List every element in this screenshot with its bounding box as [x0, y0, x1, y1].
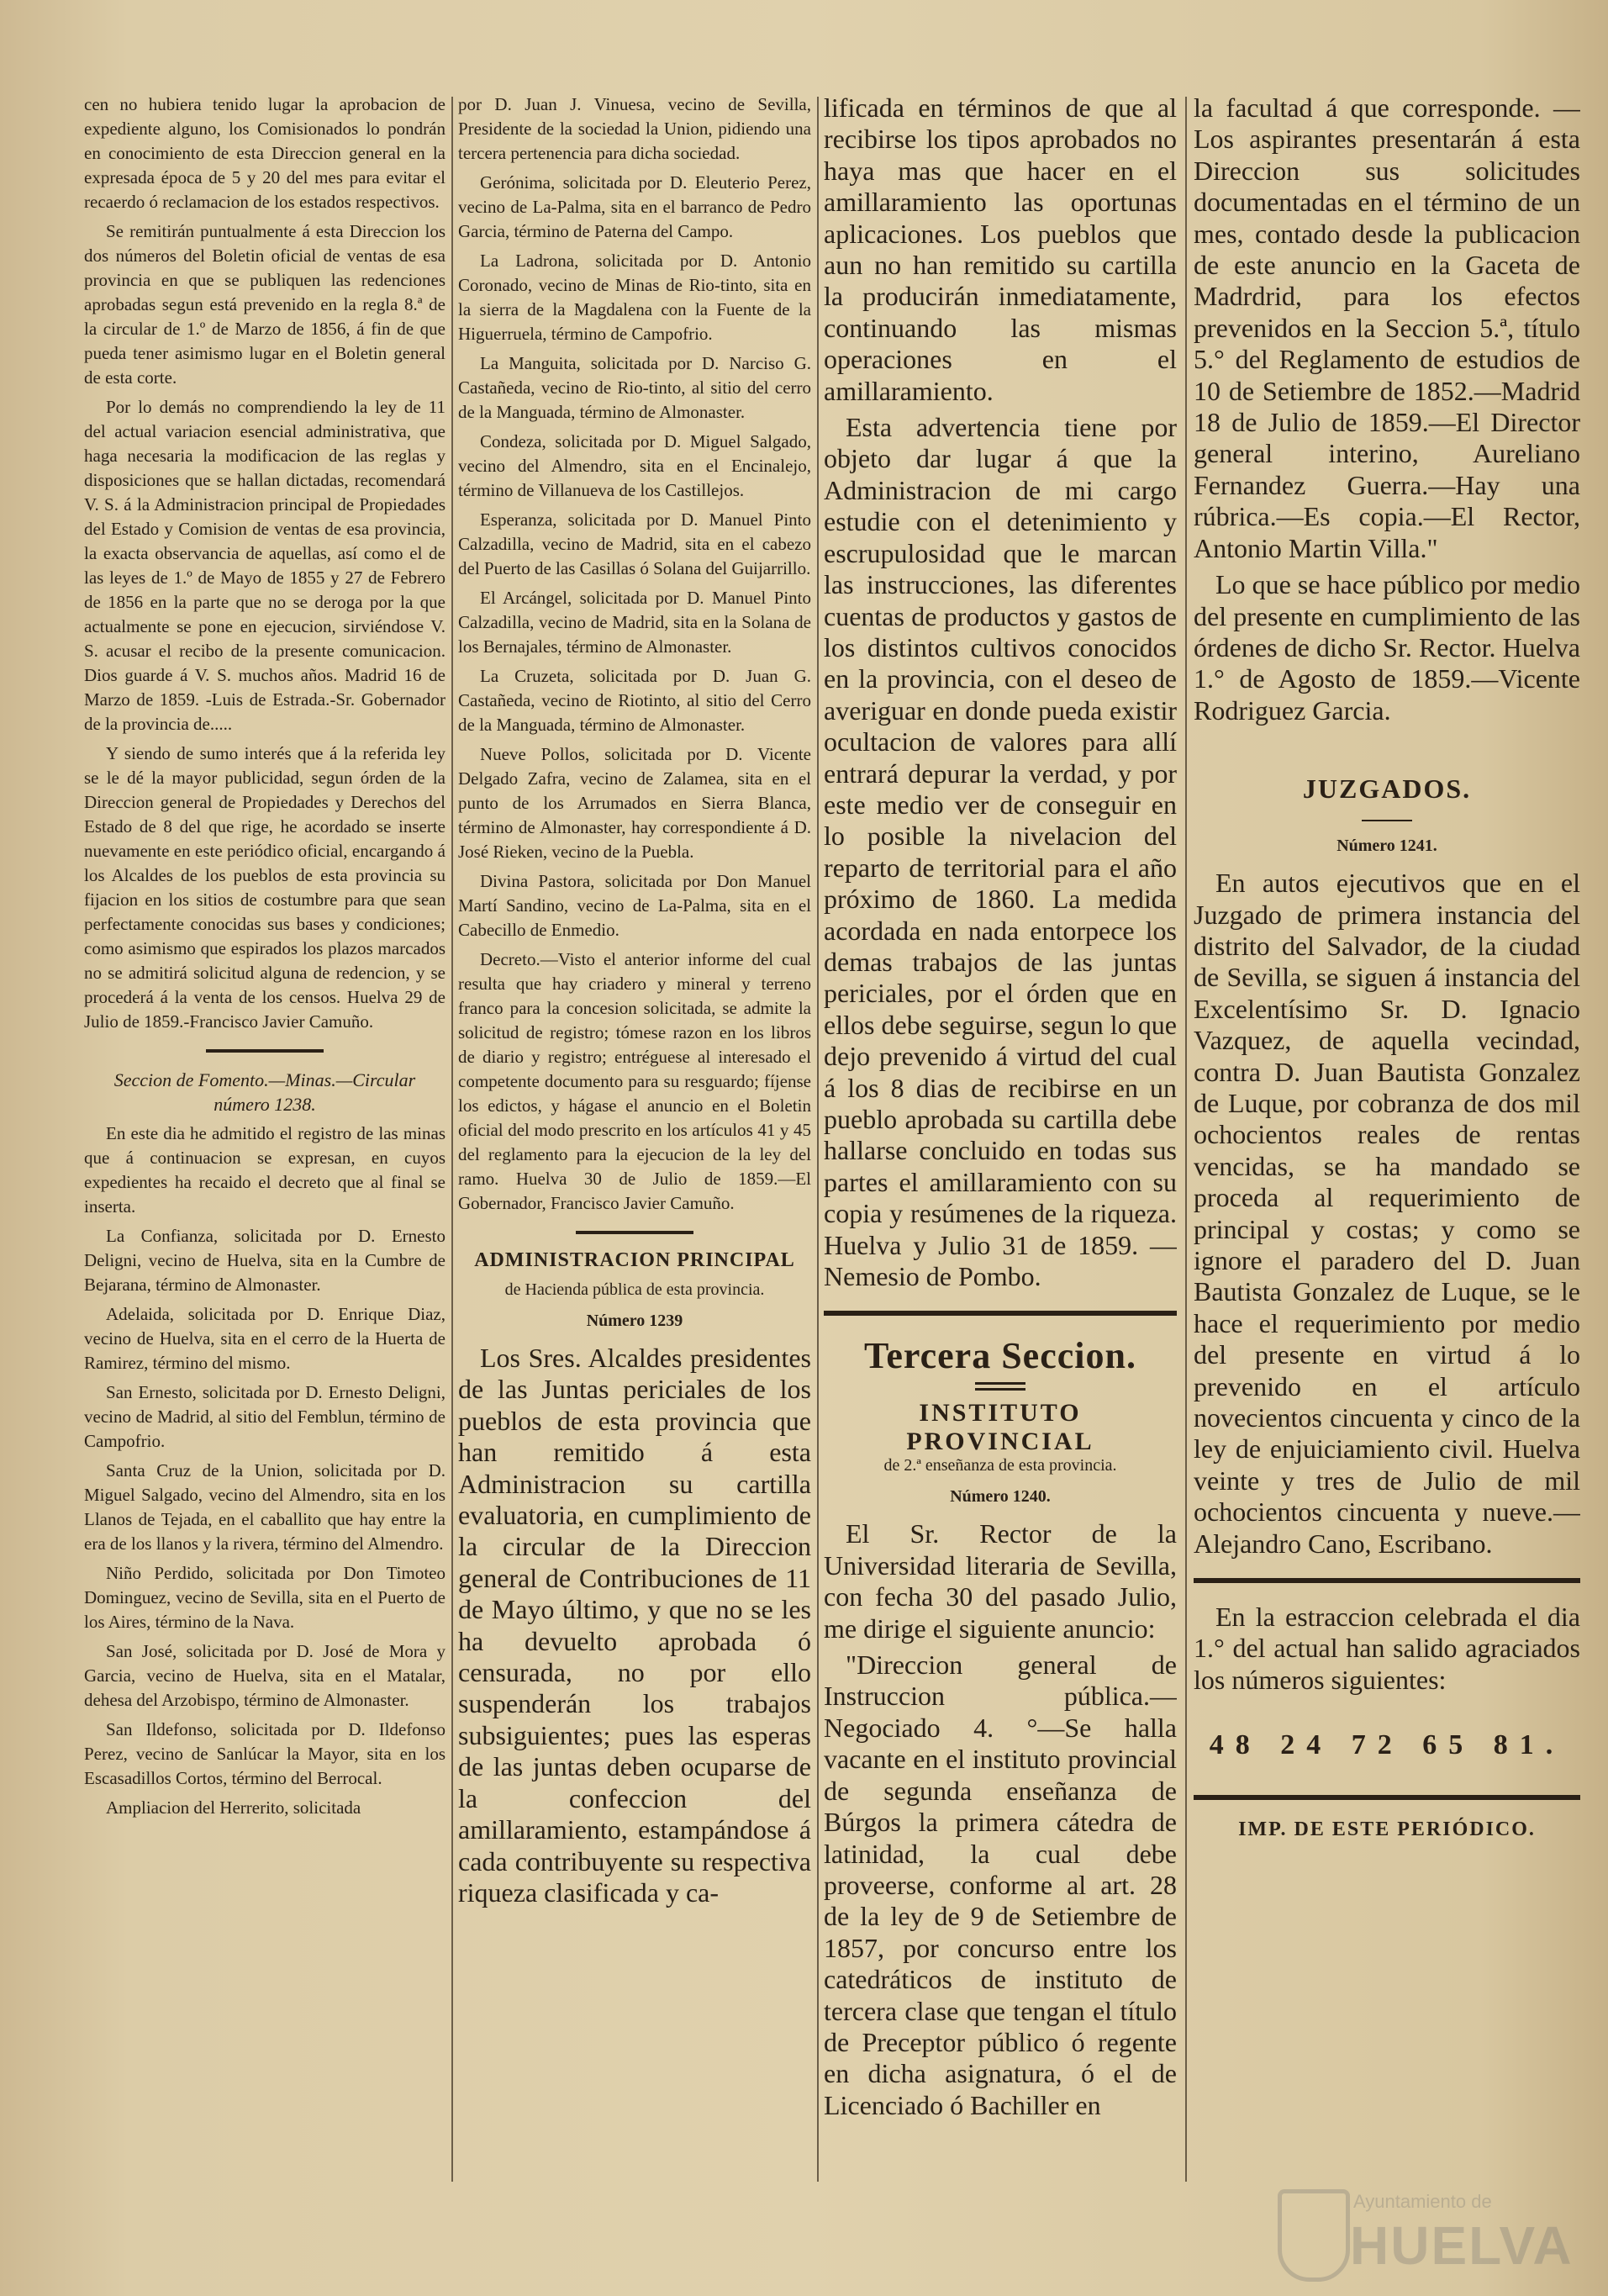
separator [975, 1382, 1025, 1391]
mine-entry: Condeza, solicitada por D. Miguel Salgado, vecino del Almendro, sita en el Encinalejo, término de Villanueva de los Castillejos. [458, 431, 811, 500]
column-3 [824, 92, 1177, 2126]
paragraph: En este dia he admitido el registro de las minas que á continuacion se expresan, en cuyos expedientes ha recaido el decreto que al final se inserta. [84, 1123, 445, 1217]
mine-entry: Ampliacion del Herrerito, solicitada [106, 1797, 361, 1818]
admin-subheader: de Hacienda pública de esta provincia. [504, 1280, 765, 1299]
paragraph: Los Sres. Alcaldes presidentes de las Juntas periciales de los pueblos de esta provincia que han remitido á esta Administracion su cartilla evaluatoria, en cumplimiento de la circular de la Direccion general de Contribuciones de 11 de Mayo último, y que no se les ha devuelto aprobada ó censurada, no por ello suspenderán los trabajos subsiguientes; pues las esperas de las juntas deben ocuparse de la confeccion del amillaramiento, estampándose á cada contribuyente su respectiva riqueza clasificada y ca- [458, 1343, 811, 1908]
section-header: Seccion de Fomento.—Minas.—Circular número 1238. [113, 1069, 416, 1115]
mine-entry: por D. Juan J. Vinuesa, vecino de Sevilla, Presidente de la sociedad la Union, pidiendo una tercera pertenencia para dicha sociedad. [458, 94, 811, 163]
notice-number: Número 1239 [586, 1312, 683, 1330]
paragraph: Y siendo de sumo interés que á la referida ley se le dé la mayor publicidad, segun órden de la Direccion general de Propiedades y Derechos del Estado de 8 del que rige, he acordado se inserte nuevamente en este periódico oficial, encargando á los Alcaldes de los pueblos de esta provincia su fijacion en los sitios de costumbre para que sean perfectamente conocidas sus bases y condiciones; como asimismo que espirados los plazos marcados no se admitirá solicitud alguna de redencion, y se procederá á la venta de los censos. Huelva 29 de Julio de 1859.-Francisco Javier Camuño. [84, 743, 445, 1032]
separator [1194, 1795, 1580, 1800]
institute-subheader: de 2.ª enseñanza de esta provincia. [883, 1456, 1117, 1475]
separator [576, 1231, 693, 1234]
separator [824, 1311, 1177, 1316]
mine-entry: Esperanza, solicitada por D. Manuel Pinto Calzadilla, vecino de Madrid, sita en el cabezo del Puerto de las Casillas ó Solana del Guijarrillo. [458, 509, 811, 578]
notice-number: Número 1241. [1336, 837, 1437, 856]
mine-entry: Nueve Pollos, solicitada por D. Vicente Delgado Zafra, vecino de Zalamea, sita en el punto de los Arrumados en Sierra Blanca, término de Almonaster, hay correspondiente á D. José Rieken, vecino de la Puebla. [458, 744, 811, 862]
mine-entry: San Ildefonso, solicitada por D. Ildefonso Perez, vecino de Sanlúcar la Mayor, sita en los Escasadillos Cortos, término del Berrocal. [84, 1719, 445, 1788]
mine-entry: Divina Pastora, solicitada por Don Manuel Martí Sandino, vecino de La-Palma, sita en el Cabecillo de Enmedio. [458, 871, 811, 940]
column-1 [84, 92, 445, 1825]
juzgados-title: JUZGADOS. [1302, 773, 1472, 805]
watermark-line2: HUELVA [1350, 2215, 1574, 2276]
mine-entry: La Manguita, solicitada por D. Narciso G. Castañeda, vecino de Rio-tinto, al sitio del cerro de la Manguada, término de Almonaster. [458, 353, 811, 422]
paragraph: la facultad á que corresponde. —Los aspirantes presentarán á esta Direccion sus solicitudes documentadas en el término de un mes, contado desde la publicacion de este anuncio en la Gaceta de Madrdrid, para los efectos prevenidos en la Seccion 5.ª, título 5.° del Reglamento de estudios de 10 de Setiembre de 1852.—Madrid 18 de Julio de 1859.—El Director general interino, Aureliano Fernandez Guerra.—Hay una rúbrica.—Es copia.—El Rector, Antonio Martin Villa." [1194, 92, 1580, 563]
mine-entry: Santa Cruz de la Union, solicitada por D. Miguel Salgado, vecino del Almendro, sita en los Llanos de Tejada, en el caballito que hay entre la era de los llanos y la rivera, término del Almendro. [84, 1460, 445, 1554]
mine-entry: La Confianza, solicitada por D. Ernesto Deligni, vecino de Huelva, sita en la Cumbre de Bejarana, término de Almonaster. [84, 1226, 445, 1295]
decree: Decreto.—Visto el anterior informe del cual resulta que hay criadero y mineral y terreno franco para la concesion solicitada, se admite la solicitud de registro; tómese razon en los libros de diario y registro; entréguese al interesado el competente documento para su resguardo; fíjense los edictos, y hágase el anuncio en el Boletin oficial del modo prescrito en los artículos 41 y 45 del reglamento para la ejecucion de la ley del ramo. Huelva 30 de Julio de 1859.—El Gobernador, Francisco Javier Camuño. [458, 949, 811, 1213]
separator [1362, 820, 1412, 821]
mine-entry: Adelaida, solicitada por D. Enrique Diaz, vecino de Huelva, sita en el cerro de la Huerta de Ramirez, término del mismo. [84, 1304, 445, 1373]
watermark-logo [1261, 2186, 1574, 2278]
paragraph: Se remitirán puntualmente á esta Direccion los dos números del Boletin oficial de ventas de esa provincia en que se publiquen las redenciones aprobadas segun está prevenido en la regla 8.ª de la circular de 1.º de Marzo de 1856, á fin de que pueda tener asimismo lugar en el Boletin general de esta corte. [84, 221, 445, 388]
institute-header: INSTITUTO PROVINCIAL [906, 1399, 1094, 1456]
column-rule [1185, 97, 1187, 2182]
paragraph: En la estraccion celebrada el dia 1.° del actual han salido agraciados los números siguientes: [1194, 1602, 1580, 1695]
lottery-numbers: 48 24 72 65 81. [1209, 1729, 1565, 1761]
paragraph: Por lo demás no comprendiendo la ley de 11 del actual variacion esencial administrativa, que haga necesaria la modificacion de las reglas y disposiciones que se hallan dictadas, recomendará V. S. á la Administracion principal de Propiedades del Estado y Comision de ventas de esa provincia, la exacta observancia de aquellas, así como el de las leyes de 1.º de Mayo de 1855 y 27 de Febrero de 1856 en la parte que no se deroga por la que actualmente se pone en ejecucion, sirviéndose V. S. acusar el recibo de la presente comunicacion. Dios guarde á V. S. muchos años. Madrid 16 de Marzo de 1859. -Luis de Estrada.-Sr. Gobernador de la provincia de..... [84, 397, 445, 734]
paragraph: Lo que se hace público por medio del presente en cumplimiento de las órdenes de dicho Sr. Rector. Huelva 1.° de Agosto de 1859.—Vicente Rodriguez Garcia. [1194, 569, 1580, 726]
separator [206, 1049, 324, 1053]
paragraph: lificada en términos de que al recibirse los tipos aprobados no haya mas que hacer en el amillaramiento las oportunas aplicaciones. Los pueblos que aun no han remitido su cartilla la producirán inmediatamente, continuando las mismas operaciones en el amillaramiento. [824, 92, 1177, 406]
paragraph: "Direccion general de Instruccion pública.—Negociado 4. °—Se halla vacante en el instituto provincial de segunda enseñanza de Búrgos la primera cátedra de latinidad, la cual debe proveerse, conforme al art. 28 de la ley de 9 de Setiembre de 1857, por concurso entre los catedráticos de instituto de tercera clase que tengan el título de Preceptor público ó regente en dicha asignatura, ó el de Licenciado ó Bachiller en [824, 1649, 1177, 2120]
separator [1194, 1578, 1580, 1583]
column-rule [817, 97, 819, 2182]
column-4 [1194, 92, 1580, 1846]
paragraph: El Sr. Rector de la Universidad literaria de Sevilla, con fecha 30 del pasado Julio, me dirige el siguiente anuncio: [824, 1518, 1177, 1644]
section-title: Tercera Seccion. [864, 1335, 1136, 1377]
column-2 [458, 92, 811, 1913]
notice-number: Número 1240. [950, 1487, 1051, 1507]
mine-entry: San José, solicitada por D. José de Mora y Garcia, vecino de Huelva, sita en el Matalar, dehesa del Arzobispo, término de Almonaster. [84, 1641, 445, 1710]
column-rule [451, 97, 453, 2182]
mine-entry: Niño Perdido, solicitada por Don Timoteo Dominguez, vecino de Sevilla, sita en el Puerto de los Aires, término de la Nava. [84, 1563, 445, 1632]
paragraph: cen no hubiera tenido lugar la aprobacion de expediente alguno, los Comisionados lo pondrán en conocimiento de esta Direccion general en la expresada época de 5 y 20 del mes para evitar el recaerdo ó reclamacion de los estados respectivos. [84, 94, 445, 212]
shield-icon [1278, 2189, 1350, 2282]
paragraph: En autos ejecutivos que en el Juzgado de primera instancia del distrito del Salvador, de la ciudad de Sevilla, se siguen á instancia del Excelentísimo Sr. D. Ignacio Vazquez, de aquella vecindad, contra D. Juan Bautista Gonzalez de Luque, por cobranza de dos mil ochocientos reales de rentas vencidas, se ha mandado se proceda al requerimiento de principal y costas; y como se ignore el paradero del D. Juan Bautista Gonzalez de Luque, se le hace el requerimiento por medio del presente en virtud á lo prevenido en el artículo novecientos cincuenta y cinco de la ley de enjuiciamiento civil. Huelva veinte y tres de Julio de mil ochocientos cincuenta y nueve.—Alejandro Cano, Escribano. [1194, 868, 1580, 1559]
mine-entry: El Arcángel, solicitada por D. Manuel Pinto Calzadilla, vecino de Madrid, sita en la Solana de los Bernajales, término de Almonaster. [458, 588, 811, 657]
mine-entry: La Ladrona, solicitada por D. Antonio Coronado, vecino de Minas de Rio-tinto, sita en la sierra de la Magdalena con la Fuente de la Higuerruela, término de Campofrio. [458, 251, 811, 344]
imprint: IMP. DE ESTE PERIÓDICO. [1238, 1818, 1536, 1841]
mine-entry: Gerónima, solicitada por D. Eleuterio Perez, vecino de La-Palma, sita en el barranco de Pedro Garcia, término de Paterna del Campo. [458, 172, 811, 241]
paragraph: Esta advertencia tiene por objeto dar lugar á que la Administracion de mi cargo estudie con el detenimiento y escrupulosidad que le marcan las instrucciones, las diferentes cuentas de productos y gastos de los distintos cultivos conocidos en la provincia, con el deseo de averiguar en donde pueda existir ocultacion de valores para allí entrará depurar la verdad, y por este medio ver de conseguir en lo posible la nivelacion del reparto de territorial para el año próximo de 1860. La medida acordada en nada entorpece los demas trabajos de las juntas periciales, por el órden que en ellos debe seguirse, segun lo que dejo prevenido á virtud del cual á los 8 dias de recibirse en un pueblo aprobada su cartilla debe hallarse concluido en todas sus partes el amillaramiento con su copia y resúmenes de la riqueza. Huelva y Julio 31 de 1859. —Nemesio de Pombo. [824, 412, 1177, 1292]
mine-entry: La Cruzeta, solicitada por D. Juan G. Castañeda, vecino de Riotinto, al sitio del Cerro de la Manguada, término de Almonaster. [458, 666, 811, 735]
admin-header: ADMINISTRACION PRINCIPAL [474, 1249, 795, 1271]
mine-entry: San Ernesto, solicitada por D. Ernesto Deligni, vecino de Madrid, al sitio del Femblun, término de Campofrio. [84, 1382, 445, 1451]
watermark-line1: Ayuntamiento de [1353, 2191, 1492, 2212]
